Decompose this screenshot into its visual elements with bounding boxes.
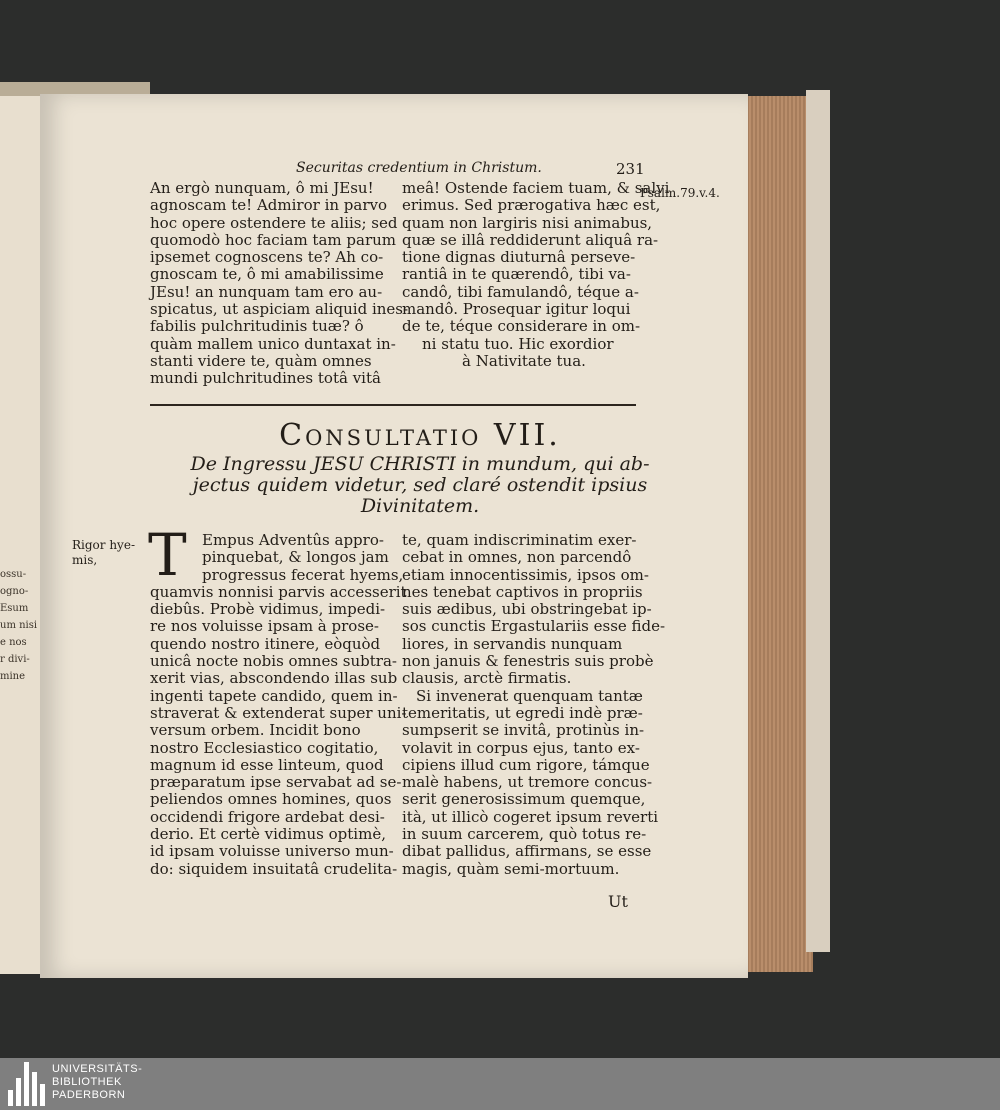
text-line: à Nativitate tua. [462, 351, 586, 370]
subtitle-line: jectus quidem videtur, sed claré ostendit ipsius [192, 474, 648, 496]
text-line: quendo nostro itinere, eòquòd [150, 634, 381, 653]
text-line: gnoscam te, ô mi amabilissime [150, 265, 384, 284]
left-fragment: e nos [0, 637, 27, 648]
body-column-left [150, 531, 407, 878]
text-line: cipiens illud cum rigore, támque [402, 755, 650, 774]
section-rule [150, 404, 636, 406]
left-fragment: ossu- [0, 569, 27, 580]
text-line: id ipsam voluisse universo mun- [150, 842, 394, 861]
text-line: versum orbem. Incidit bono [150, 721, 361, 740]
note-line: Rigor hye- [72, 538, 135, 552]
page-number: 231 [616, 160, 645, 178]
running-head: Securitas credentium in Christum. [296, 160, 542, 176]
text-line: diebûs. Probè vidimus, impedi- [150, 600, 386, 619]
text-line: fabilis pulchritudinis tuæ? ô [150, 317, 364, 336]
text-line: ingenti tapete candido, quem in- [150, 686, 398, 705]
library-footer-bar [0, 1058, 1000, 1110]
left-fragment: r divi- [0, 654, 30, 665]
text-line: Empus Adventûs appro- [202, 531, 384, 549]
left-fragment: ogno- [0, 586, 29, 597]
text-line: derio. Et certè vidimus optimè, [150, 825, 386, 844]
text-line: peliendos omnes homines, quos [150, 790, 392, 809]
section-title: Consultatio VII. [279, 418, 561, 453]
text-line: tione dignas diuturnâ perseve- [402, 248, 636, 267]
margin-reference: Psalm.79.v.4. [640, 186, 720, 200]
text-line: unicâ nocte nobis omnes subtra- [150, 652, 397, 671]
text-line: suis ædibus, ubi obstringebat ip- [402, 600, 652, 619]
text-line: mundi pulchritudines totâ vitâ [150, 369, 381, 388]
text-line: pinquebat, & longos jam [202, 548, 389, 567]
text-line: quomodò hoc faciam tam parum [150, 230, 396, 249]
text-line: præparatum ipse servabat ad se- [150, 773, 402, 792]
text-line: stanti videre te, quàm omnes [150, 351, 372, 370]
left-fragment: Esum [0, 603, 29, 614]
library-name [52, 1063, 142, 1102]
text-line: magnum id esse linteum, quod [150, 755, 384, 774]
text-line: cebat in omnes, non parcendô [402, 548, 632, 567]
text-line: occidendi frigore ardebat desi- [150, 807, 385, 826]
text-line: erimus. Sed prærogativa hæc est, [402, 196, 661, 215]
section-subtitle [150, 454, 690, 517]
text-column-top-right [402, 179, 670, 370]
library-name-line: BIBLIOTHEK [52, 1076, 122, 1088]
text-line: progressus fecerat hyems, [202, 565, 404, 584]
text-line: JEsu! an nunquam tam ero au- [150, 282, 383, 301]
text-line: magis, quàm semi-mortuum. [402, 859, 620, 878]
body-column-right [402, 531, 666, 878]
page-block-edge [744, 96, 813, 972]
text-line: de te, téque considerare in om- [402, 317, 641, 336]
text-line: non januis & fenestris suis probè [402, 652, 654, 671]
text-line: nes tenebat captivos in propriis [402, 582, 643, 601]
text-line: serit generosissimum quemque, [402, 790, 646, 809]
text-line: rantiâ in te quærendô, tibi va- [402, 265, 631, 284]
text-line: nostro Ecclesiastico cogitatio, [150, 738, 379, 757]
catchword: Ut [608, 892, 628, 911]
left-fragment: um nisi [0, 620, 38, 631]
text-line: etiam innocentissimis, ipsos om- [402, 565, 649, 584]
subtitle-line: De Ingressu JESU CHRISTI in mundum, qui ab- [190, 453, 650, 475]
text-line: quæ se illâ reddiderunt aliquâ ra- [402, 230, 659, 249]
text-line: spicatus, ut aspiciam aliquid ines- [150, 300, 409, 319]
text-line: Si invenerat quenquam tantæ [416, 686, 643, 705]
text-line: quàm mallem unico duntaxat in- [150, 334, 396, 353]
text-line: mandô. Prosequar igitur loqui [402, 300, 631, 319]
text-line: dibat pallidus, affirmans, se esse [402, 842, 652, 861]
text-line: temeritatis, ut egredi indè præ- [402, 703, 643, 722]
text-line: sos cunctis Ergastulariis esse fide- [402, 617, 666, 636]
text-line: te, quam indiscriminatim exer- [402, 531, 637, 549]
text-line: candô, tibi famulandô, téque a- [402, 282, 639, 301]
text-line: quam non largiris nisi animabus, [402, 213, 653, 232]
library-name-line: UNIVERSITÄTS- [52, 1063, 143, 1075]
text-line: xerit vias, abscondendo illas sub [150, 669, 398, 688]
text-line: An ergò nunquam, ô mi JEsu! [150, 179, 374, 197]
drop-cap: T [148, 521, 187, 589]
text-column-top-left [150, 179, 409, 388]
text-line: malè habens, ut tremore concus- [402, 773, 653, 792]
text-line: clausis, arctè firmatis. [402, 669, 572, 688]
subtitle-line: Divinitatem. [360, 495, 480, 517]
text-line: volavit in corpus ejus, tanto ex- [402, 738, 640, 757]
library-name-line: PADERBORN [52, 1089, 126, 1101]
book-cover-edge [806, 90, 830, 952]
text-line: sumpserit se invitâ, protinùs in- [402, 721, 645, 740]
text-line: liores, in servandis nunquam [402, 634, 623, 653]
text-line: ipsemet cognoscens te? Ah co- [150, 248, 384, 267]
text-line: hoc opere ostendere te aliis; sed [150, 213, 398, 232]
library-logo-icon [8, 1062, 46, 1106]
text-line: in suum carcerem, quò totus re- [402, 825, 647, 844]
text-line: re nos voluisse ipsam à prose- [150, 617, 379, 636]
text-line: do: siquidem insuitatâ crudelita- [150, 859, 398, 878]
text-line: ni statu tuo. Hic exordior [422, 334, 614, 353]
text-line: quamvis nonnisi parvis accesserit [150, 582, 407, 601]
left-fragment: mine [0, 671, 26, 682]
text-line: straverat & extenderat super uni- [150, 703, 407, 722]
text-line: meâ! Ostende faciem tuam, & salvi [402, 179, 670, 197]
marginal-note [72, 538, 135, 568]
text-line: ità, ut illicò cogeret ipsum reverti [402, 807, 659, 826]
note-line: mis, [72, 553, 98, 567]
text-line: agnoscam te! Admiror in parvo [150, 196, 388, 215]
